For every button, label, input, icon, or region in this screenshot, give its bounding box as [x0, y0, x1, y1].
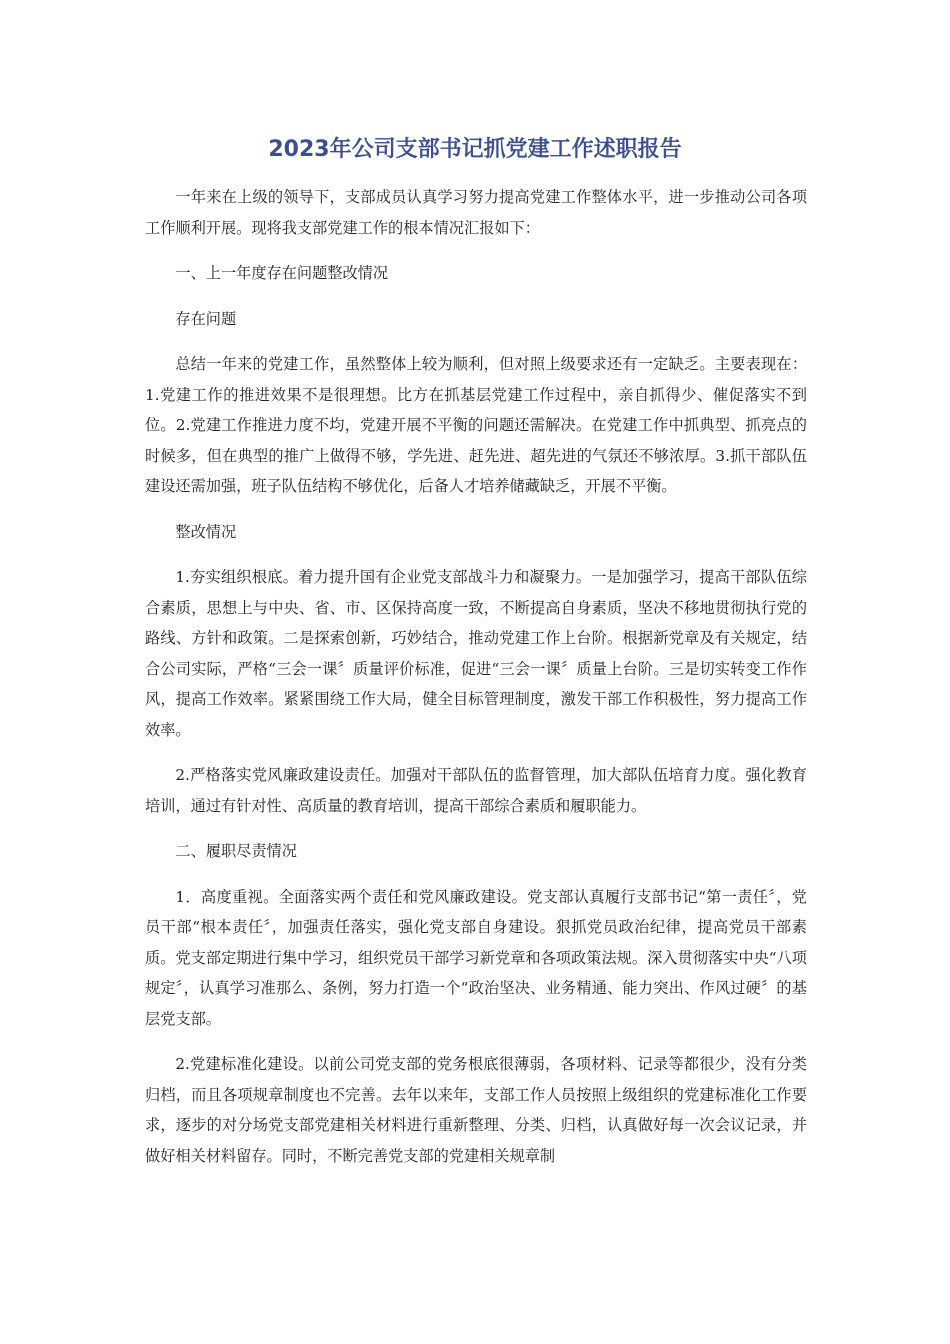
paragraph-duty-2: 2.党建标准化建设。以前公司党支部的党务根底很薄弱，各项材料、记录等都很少，没有分类归档，而且各项规章制度也不完善。去年以来年，支部工作人员按照上级组织的党建标准化工作要求，逐步的对分场党支部党建相关材料进行重新整理、分类、归档，认真做好每一次会议记录，并做好相关材料留存。同时，不断完善党支部的党建相关规章制 [145, 1055, 807, 1165]
document-title: 2023年公司支部书记抓党建工作述职报告 [268, 137, 682, 162]
paragraph-intro: 一年来在上级的领导下，支部成员认真学习努力提高党建工作整体水平，进一步推动公司各项工作顺利开展。现将我支部党建工作的根本情况汇报如下： [145, 188, 807, 237]
paragraph-problems: 总结一年来的党建工作，虽然整体上较为顺利，但对照上级要求还有一定缺乏。主要表现在：1.党建工作的推进效果不是很理想。比方在抓基层党建工作过程中，亲自抓得少、催促落实不到位。2.党建工作推进力度不均，党建开展不平衡的问题还需解决。在党建工作中抓典型、抓亮点的时候多，但在典型的推广上做得不够，学先进、赶先进、超先进的气氛还不够浓厚。3.抓干部队伍建设还需加强，班子队伍结构不够优化，后备人才培养储藏缺乏，开展不平衡。 [145, 355, 807, 495]
subheading-problems: 存在问题 [175, 309, 237, 328]
paragraph-rectification-1: 1.夯实组织根底。着力提升国有企业党支部战斗力和凝聚力。一是加强学习，提高干部队伍综合素质，思想上与中央、省、市、区保持高度一致，不断提高自身素质，坚决不移地贯彻执行党的路线、方针和政策。二是探索创新，巧妙结合，推动党建工作上台阶。根据新党章及有关规定，结合公司实际，严格“三会一课〞质量评价标准，促进“三会一课〞质量上台阶。三是切实转变工作作风，提高工作效率。紧紧围绕工作大局，健全目标管理制度，激发干部工作积极性，努力提高工作效率。 [145, 568, 807, 739]
subheading-rectification: 整改情况 [175, 522, 237, 541]
paragraph-duty-1: 1．高度重视。全面落实两个责任和党风廉政建设。党支部认真履行支部书记“第一责任〞，党员干部“根本责任〞，加强责任落实，强化党支部自身建设。狠抓党员政治纪律，提高党员干部素质。党支部定期进行集中学习，组织党员干部学习新党章和各项政策法规。深入贯彻落实中央“八项规定〞，认真学习准那么、条例，努力打造一个“政治坚决、业务精通、能力突出、作风过硬〞的基层党支部。 [145, 887, 807, 1028]
document-body [145, 182, 807, 1186]
paragraph-rectification-2: 2.严格落实党风廉政建设责任。加强对干部队伍的监督管理，加大部队伍培育力度。强化教育培训，通过有针对性、高质量的教育培训，提高干部综合素质和履职能力。 [145, 766, 807, 815]
section-heading-2: 二、履职尽责情况 [175, 842, 297, 860]
section-heading-1: 一、上一年度存在问题整改情况 [175, 264, 389, 282]
